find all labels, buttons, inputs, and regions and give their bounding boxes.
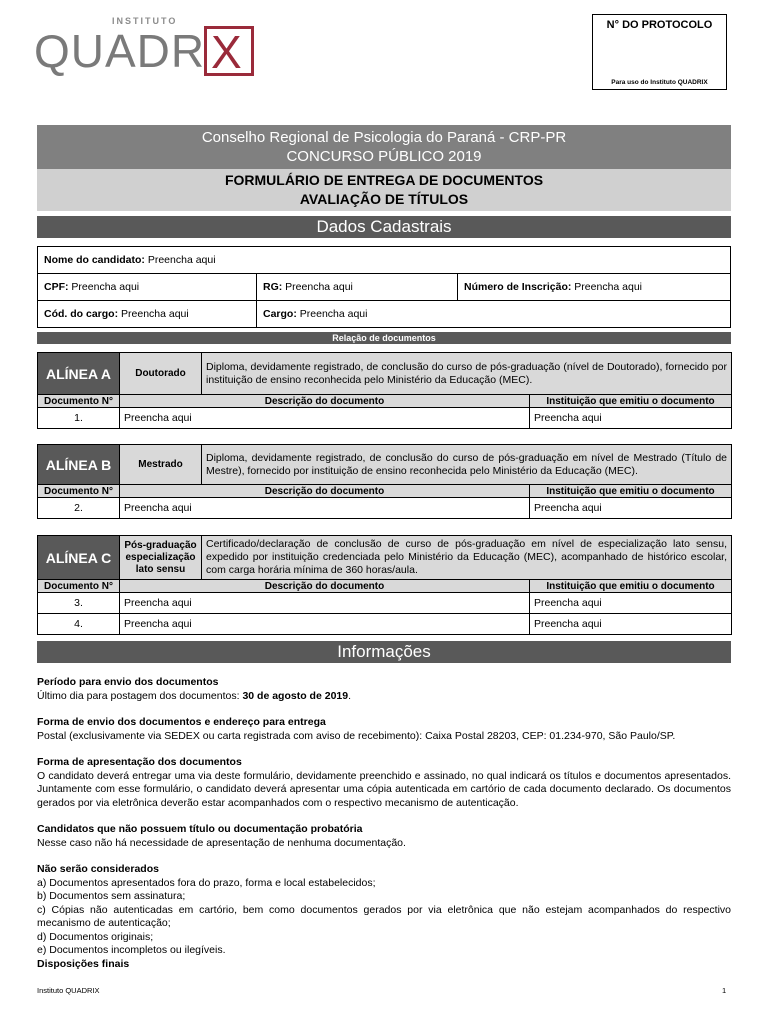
dados-title: Dados Cadastrais (37, 216, 731, 238)
col-desc-header: Descrição do documento (120, 485, 530, 498)
info-heading: Não serão considerados (37, 863, 159, 875)
page-number: 1 (722, 986, 727, 995)
cpf-field[interactable]: CPF: Preencha aqui (38, 274, 257, 301)
alinea-c-table (37, 535, 732, 635)
relacao-title: Relação de documentos (37, 332, 731, 344)
logo-institute-text: INSTITUTO (112, 16, 178, 26)
info-heading: Disposições finais (37, 957, 130, 970)
inst-input[interactable]: Preencha aqui (530, 408, 732, 429)
desc-input[interactable]: Preencha aqui (120, 593, 530, 614)
inscricao-field[interactable]: Número de Inscrição: Preencha aqui (458, 274, 731, 301)
col-desc-header: Descrição do documento (120, 395, 530, 408)
desc-input[interactable]: Preencha aqui (120, 408, 530, 429)
inst-input[interactable]: Preencha aqui (530, 614, 732, 635)
alinea-type: Pós-graduação especialização lato sensu (120, 536, 202, 580)
header-line3: FORMULÁRIO DE ENTREGA DE DOCUMENTOS (224, 172, 544, 188)
cargo-code-field[interactable]: Cód. do cargo: Preencha aqui (38, 301, 257, 328)
logo-x-box (204, 26, 254, 76)
alinea-description: Certificado/declaração de conclusão de curso de pós-graduação em nível de especialização lato sensu, expedido por instituição credenciada pelo Ministério da Educação (MEC), acompanhado de histórico escolar, com carga horária mínima de 360 horas/aula. (202, 536, 732, 580)
header-line4: AVALIAÇÃO DE TÍTULOS (299, 191, 469, 207)
info-text: Postal (exclusivamente via SEDEX ou carta registrada com aviso de recebimento): Caixa Postal 28203, CEP: 01.234-970, São Paulo/SP. (37, 729, 676, 742)
col-doc-header: Documento N° (38, 395, 120, 408)
info-text: Último dia para postagem dos documentos: 30 de agosto de 2019. (37, 689, 352, 702)
list-item: b) Documentos sem assinatura; (37, 890, 186, 902)
protocol-note: Para uso do Instituto QUADRIX (611, 79, 708, 86)
footer-text: Instituto QUADRIX (37, 986, 100, 995)
table-row: 1. Preencha aqui Preencha aqui (38, 408, 732, 429)
protocol-box (592, 14, 727, 90)
list-item: e) Documentos incompletos ou ilegíveis. (37, 944, 226, 956)
nome-field[interactable]: Nome do candidato: Preencha aqui (38, 247, 731, 274)
info-heading: Forma de envio dos documentos e endereço para entrega (37, 716, 326, 728)
dados-table (37, 246, 731, 328)
logo-word: QUADR (34, 25, 206, 77)
inst-input[interactable]: Preencha aqui (530, 593, 732, 614)
header-form (37, 169, 731, 211)
info-title: Informações (37, 641, 731, 663)
col-doc-header: Documento N° (38, 485, 120, 498)
logo-x: X (211, 26, 242, 78)
desc-input[interactable]: Preencha aqui (120, 614, 530, 635)
rg-field[interactable]: RG: Preencha aqui (257, 274, 458, 301)
list-item: a) Documentos apresentados fora do prazo, forma e local estabelecidos; (37, 876, 376, 889)
col-doc-header: Documento N° (38, 580, 120, 593)
info-text: O candidato deverá entregar uma via deste formulário, devidamente preenchido e assinado, no qual indicará os títulos e documentos apresentados. Juntamente com esse formulário, o candidato deverá apresentar uma cópia autenticada em cartório de cada documento declarado. Os documentos gerados por via eletrônica deverão estar acompanhados com o respectivo mecanismo de autenticação. (37, 769, 731, 809)
info-heading: Forma de apresentação dos documentos (37, 756, 242, 768)
col-inst-header: Instituição que emitiu o documento (530, 395, 732, 408)
desc-input[interactable]: Preencha aqui (120, 498, 530, 519)
quadrix-logo (34, 14, 254, 78)
list-item: d) Documentos originais; (37, 930, 154, 943)
alinea-label: ALÍNEA A (38, 353, 120, 395)
info-section (37, 676, 731, 971)
alinea-description: Diploma, devidamente registrado, de conclusão do curso de pós-graduação (nível de Doutorado), fornecido por instituição de ensino reconhecida pelo Ministério da Educação (MEC). (202, 353, 732, 395)
alinea-a-table (37, 352, 732, 429)
header-line1: Conselho Regional de Psicologia do Paraná - CRP-PR (201, 129, 567, 146)
header-council (37, 125, 731, 169)
cargo-field[interactable]: Cargo: Preencha aqui (257, 301, 731, 328)
inst-input[interactable]: Preencha aqui (530, 498, 732, 519)
protocol-title: N° DO PROTOCOLO (606, 19, 713, 31)
alinea-b-table (37, 444, 732, 519)
table-row: 4. Preencha aqui Preencha aqui (38, 614, 732, 635)
alinea-description: Diploma, devidamente registrado, de conclusão do curso de pós-graduação em nível de Mestrado (Título de Mestre), fornecido por instituição de ensino reconhecida pelo Ministério da Educação (MEC). (202, 445, 732, 485)
alinea-label: ALÍNEA C (38, 536, 120, 580)
header-line2: CONCURSO PÚBLICO 2019 (286, 148, 482, 165)
alinea-type: Mestrado (120, 445, 202, 485)
info-heading: Candidatos que não possuem título ou documentação probatória (37, 823, 363, 835)
col-inst-header: Instituição que emitiu o documento (530, 485, 732, 498)
col-inst-header: Instituição que emitiu o documento (530, 580, 732, 593)
table-row: 2. Preencha aqui Preencha aqui (38, 498, 732, 519)
list-item: c) Cópias não autenticadas em cartório, bem como documentos gerados por via eletrônica que não estejam acompanhados do respectivo mecanismo de autenticação; (37, 903, 731, 929)
alinea-type: Doutorado (120, 353, 202, 395)
table-row: 3. Preencha aqui Preencha aqui (38, 593, 732, 614)
info-text: Nesse caso não há necessidade de apresentação de nenhuma documentação. (37, 836, 406, 849)
alinea-label: ALÍNEA B (38, 445, 120, 485)
info-heading: Período para envio dos documentos (37, 676, 219, 688)
col-desc-header: Descrição do documento (120, 580, 530, 593)
